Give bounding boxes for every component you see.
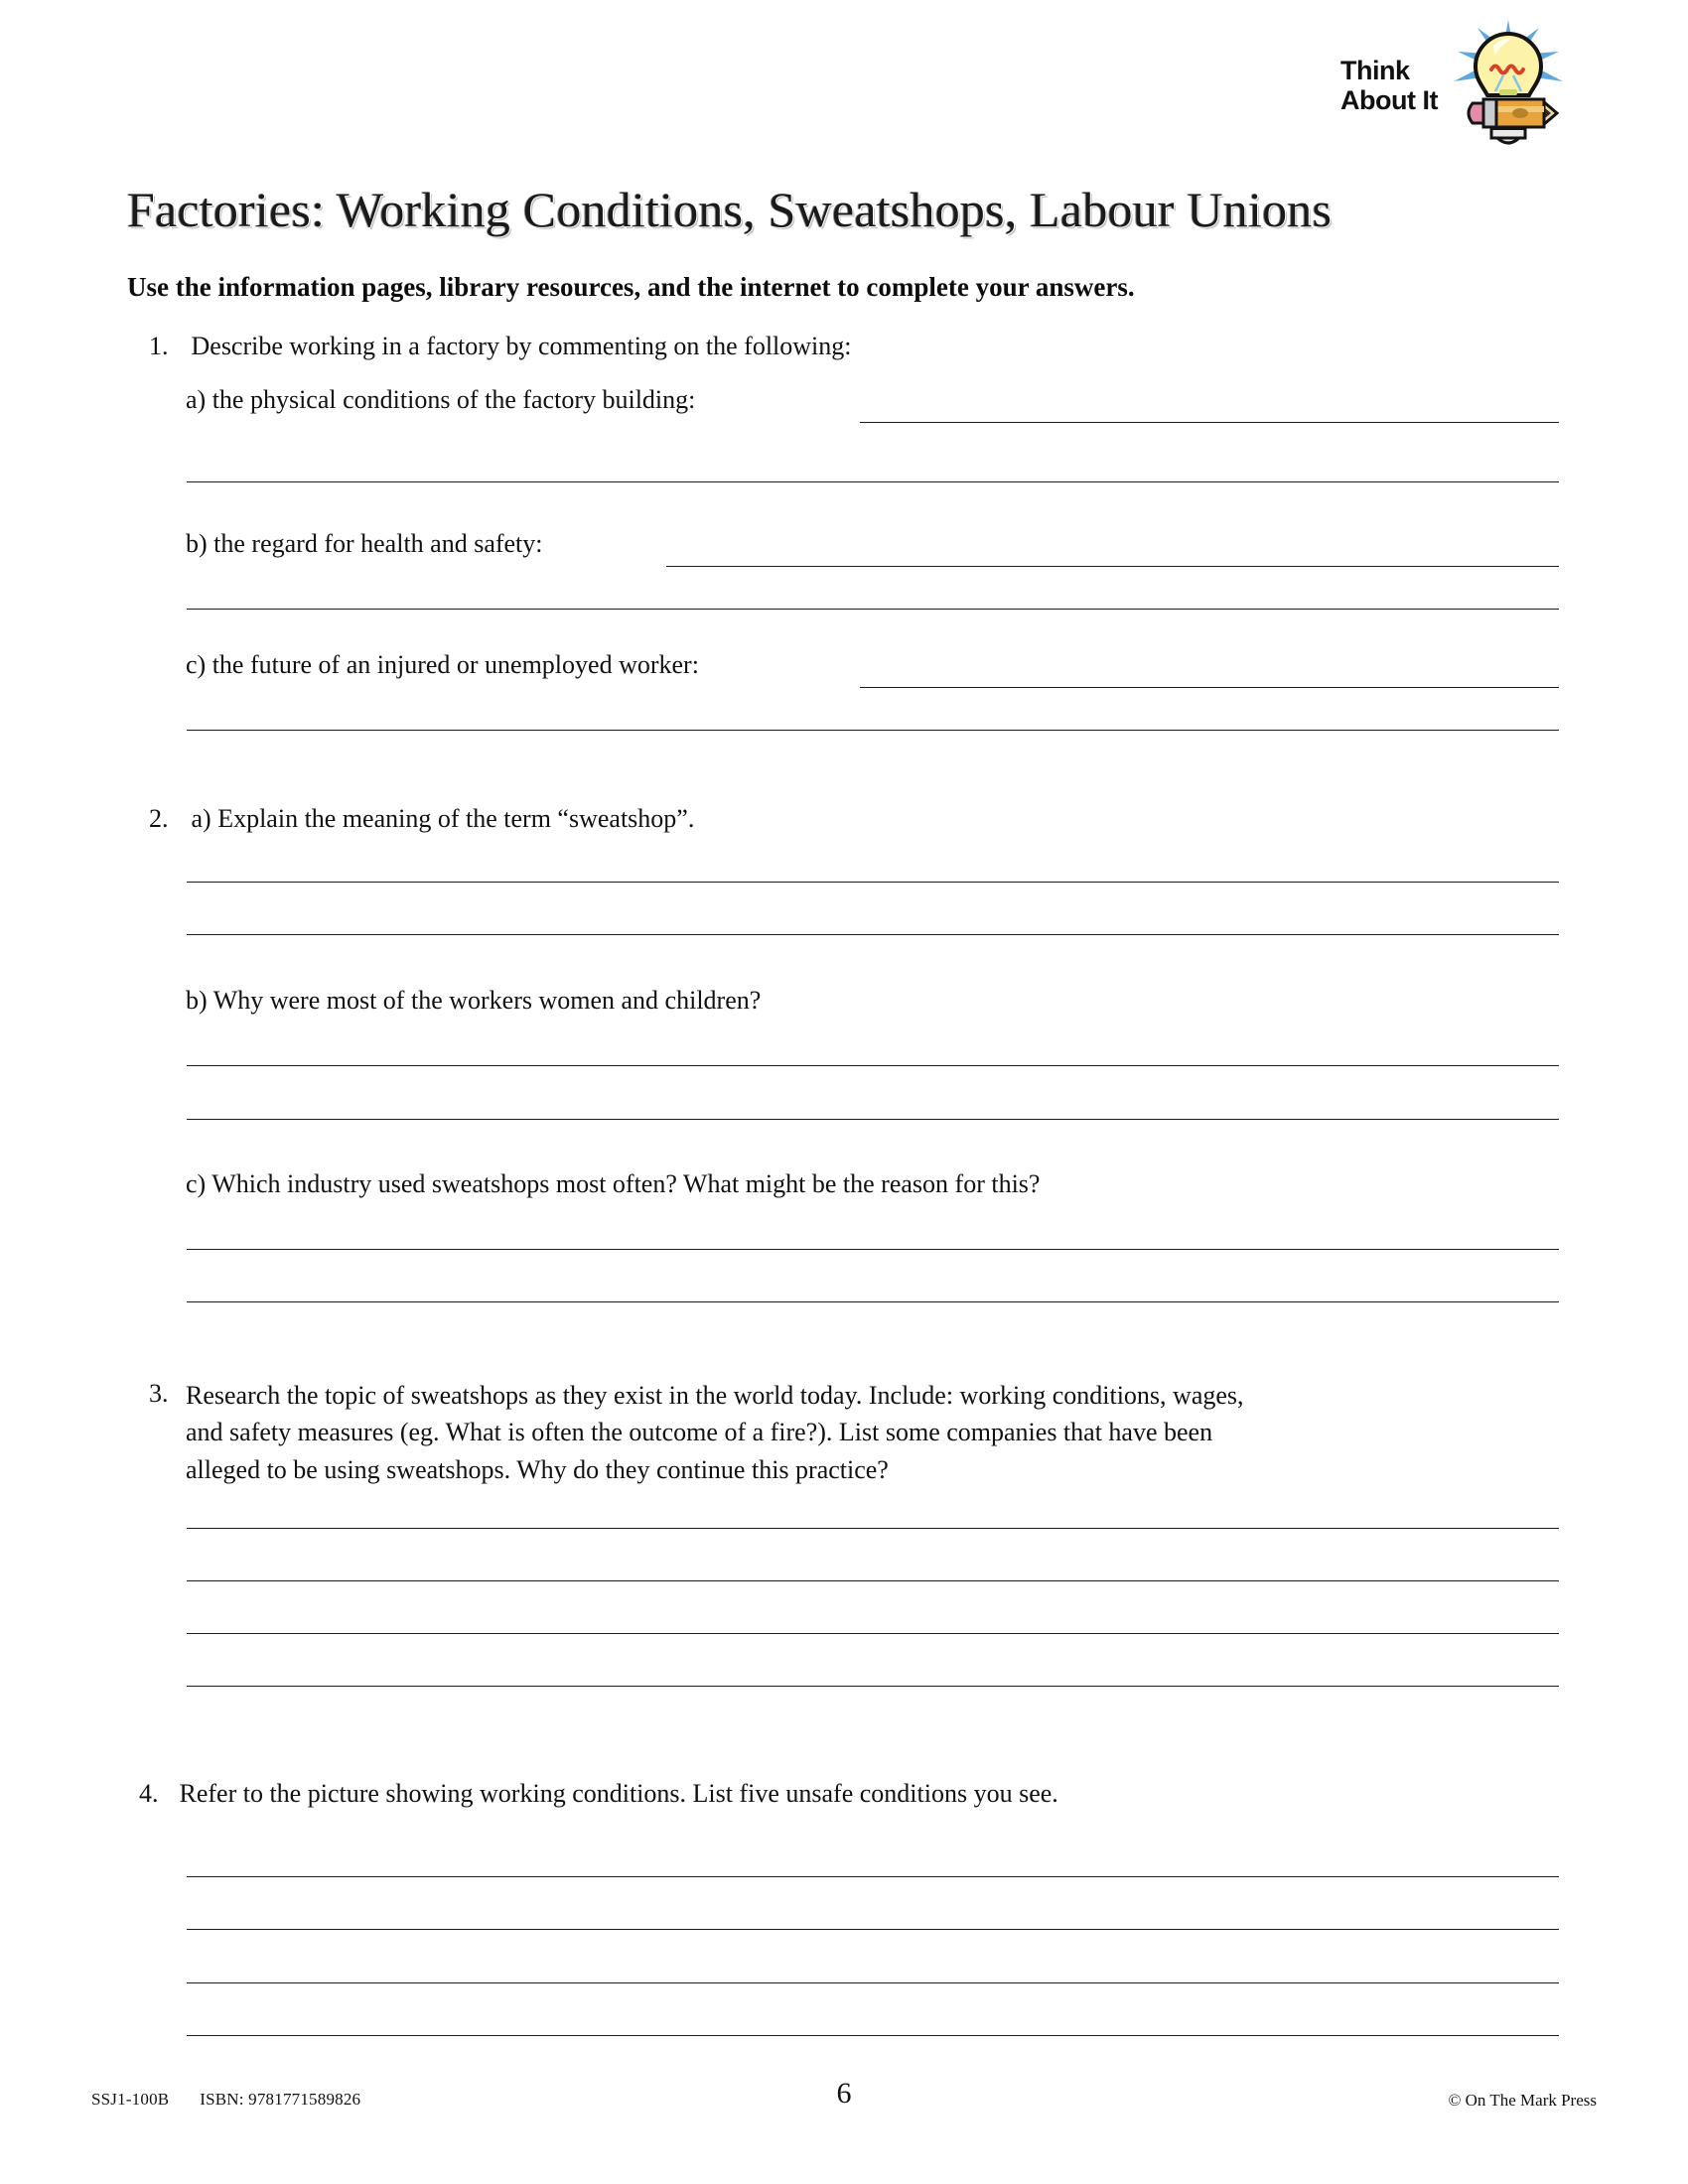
page-title: Factories: Working Conditions, Sweatshops, Labour Unions — [127, 182, 1333, 237]
answer-line[interactable] — [187, 1580, 1559, 1581]
answer-line[interactable] — [187, 1876, 1559, 1877]
answer-line[interactable] — [187, 1528, 1559, 1529]
question-3-text — [186, 1377, 1566, 1488]
question-2b-label: b) Why were most of the workers women and children? — [186, 986, 762, 1015]
answer-line[interactable] — [187, 2035, 1559, 2036]
answer-line[interactable] — [666, 566, 1559, 567]
answer-line[interactable] — [187, 730, 1559, 731]
answer-line[interactable] — [187, 882, 1559, 883]
question-1a-label: a) the physical conditions of the factory building: — [186, 385, 696, 414]
lightbulb-pencil-icon — [1448, 18, 1569, 147]
question-4-text: Refer to the picture showing working conditions. List five unsafe conditions you see. — [179, 1779, 1058, 1808]
answer-line[interactable] — [187, 1249, 1559, 1250]
question-3-line-1: Research the topic of sweatshops as they exist in the world today. Include: working conditions, wages, — [186, 1381, 1244, 1410]
question-3-line-3: alleged to be using sweatshops. Why do they continue this practice? — [186, 1454, 889, 1484]
answer-line[interactable] — [187, 934, 1559, 935]
question-1-number: 1. — [149, 332, 169, 360]
question-3-number: 3. — [149, 1379, 169, 1408]
answer-line[interactable] — [860, 422, 1559, 423]
question-4-prompt — [139, 1777, 1559, 1810]
logo-text-line2: About It — [1340, 85, 1438, 116]
logo-text-line1: Think — [1340, 56, 1410, 85]
product-code: SSJ1-100B — [91, 2090, 170, 2109]
answer-line[interactable] — [187, 1301, 1559, 1302]
question-1-text: Describe working in a factory by commenting on the following: — [191, 332, 852, 360]
answer-line[interactable] — [187, 481, 1559, 482]
question-2a-label: a) Explain the meaning of the term “sweatshop”. — [191, 804, 695, 833]
question-2-prompt — [149, 802, 1559, 835]
answer-line[interactable] — [187, 1982, 1559, 1983]
question-3-line-2: and safety measures (eg. What is often the outcome of a fire?). List some companies that have been — [186, 1418, 1213, 1447]
question-4-number: 4. — [139, 1779, 159, 1808]
answer-line[interactable] — [187, 1119, 1559, 1120]
question-1b-label: b) the regard for health and safety: — [186, 529, 543, 558]
question-2c-label: c) Which industry used sweatshops most often? What might be the reason for this? — [186, 1169, 1041, 1198]
copyright-text: © On The Mark Press — [1448, 2091, 1597, 2110]
question-2-number: 2. — [149, 804, 169, 833]
answer-line[interactable] — [187, 1065, 1559, 1066]
answer-line[interactable] — [860, 687, 1559, 688]
think-about-it-logo — [1311, 18, 1569, 147]
answer-line[interactable] — [187, 1686, 1559, 1687]
isbn-text: ISBN: 9781771589826 — [200, 2090, 361, 2109]
answer-line[interactable] — [187, 1929, 1559, 1930]
page-number: 6 — [836, 2077, 852, 2110]
instruction-text: Use the information pages, library resources, and the internet to complete your answers. — [127, 272, 1135, 302]
answer-line[interactable] — [187, 1633, 1559, 1634]
question-1c-label: c) the future of an injured or unemployed worker: — [186, 650, 699, 679]
question-1-prompt — [149, 330, 1559, 362]
answer-line[interactable] — [187, 609, 1559, 610]
